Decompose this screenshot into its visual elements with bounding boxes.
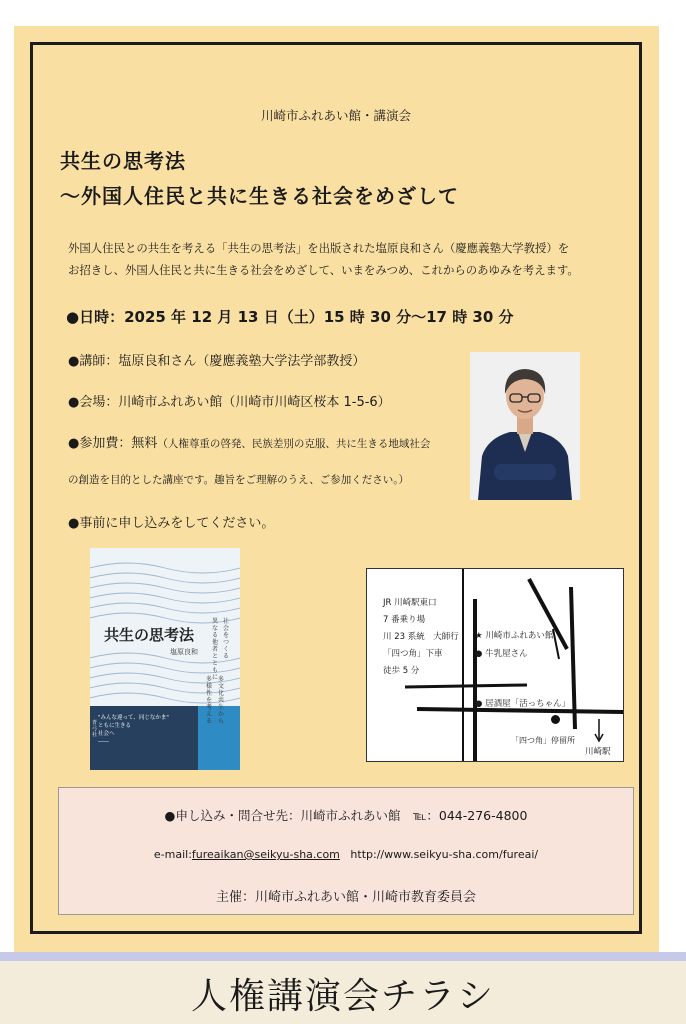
fee-note: （人権尊重の啓発、民族差別の克服、共に生きる地域社会 (157, 438, 431, 450)
event-date: ●日時：2025 年 12 月 13 日（土）15 時 30 分～17 時 30 分 (66, 308, 514, 326)
sponsor-line: 主催：川崎市ふれあい館・川崎市教育委員会 (215, 890, 476, 905)
book-blurb-line: 社会へ (98, 731, 115, 737)
contact-web (59, 848, 633, 861)
lecturer-info: ●講師：塩原良和さん（慶應義塾大学法学部教授） (68, 354, 366, 369)
book-blurb-line: "みんな違って、同じなかま" (98, 715, 169, 721)
intro-text (68, 237, 579, 281)
contact-box (58, 787, 634, 915)
map-station-label: 川崎駅 (585, 747, 611, 757)
fee-label: ●参加費：無料 (68, 436, 158, 451)
map-landmark-venue: ★ 川崎市ふれあい館 (475, 631, 554, 641)
book-side-text: 社会をつくる (223, 618, 230, 660)
email-link[interactable]: fureaikan@seikyu-sha.com (191, 848, 340, 861)
page-caption: 人権講演会チラシ (190, 976, 495, 1017)
book-side-text: 異なる他者とともに (212, 618, 219, 681)
book-lower-text: 多文化共生から (218, 676, 225, 725)
access-map (366, 568, 624, 762)
map-directions (383, 595, 459, 680)
contact-inquiry: ●申し込み・問合せ先：川崎市ふれあい館 ℡：044-276-4800 (164, 808, 528, 823)
book-blurb-line: ―― (98, 739, 109, 745)
bus-stop-marker (551, 715, 560, 724)
map-direction-line: 川 23 系統 大師行 (383, 632, 459, 642)
event-title: 共生の思考法 (60, 149, 186, 173)
book-cover (90, 548, 240, 770)
map-landmark-milk-shop: ● 牛乳屋さん (475, 649, 528, 659)
lecturer-portrait-illustration (470, 352, 580, 500)
book-title: 共生の思考法 (104, 626, 195, 644)
map-direction-line: 徒歩 5 分 (383, 666, 420, 676)
organizer-line: 川崎市ふれあい館・講演会 (260, 108, 411, 123)
book-blurb (98, 714, 169, 746)
lecturer-photo (470, 352, 580, 500)
event-subtitle: ～外国人住民と共に生きる社会をめざして (60, 184, 459, 208)
book-publisher: 青弓社 (92, 720, 98, 738)
map-bus-stop-label: 「四つ角」停留所 (511, 736, 575, 745)
venue-info: ●会場：川崎市ふれあい館（川崎市川崎区桜本 1-5-6） (68, 395, 391, 410)
book-lower-text: 多様性を考える (206, 676, 213, 725)
map-landmark-izakaya: ● 居酒屋「活っちゃん」 (475, 699, 571, 709)
registration-note: ●事前に申し込みをしてください。 (68, 516, 275, 531)
book-author: 塩原良和 (170, 648, 198, 656)
book-blurb-line: ともに生きる (98, 723, 132, 729)
intro-line: 外国人住民との共生を考える「共生の思考法」を出版された塩原良和さん（慶應義塾大学教授）を (68, 241, 570, 255)
fee-note-continued: の創造を目的とした講座です。趣旨をご理解のうえ、ご参加ください。） (68, 474, 410, 486)
caption-bar (0, 952, 686, 1024)
map-direction-line: 「四つ角」下車 (383, 649, 443, 659)
fee-info (68, 432, 430, 451)
intro-line: お招きし、外国人住民と共に生きる社会をめざして、いまをみつめ、これからのあゆみを考えます。 (68, 263, 579, 277)
website-link[interactable]: http://www.seikyu-sha.com/fureai/ (350, 848, 539, 861)
map-direction-line: 7 番乗り場 (383, 615, 426, 625)
caption-divider (0, 952, 686, 961)
map-direction-line: JR 川崎駅東口 (383, 598, 437, 608)
email-label: e-mail: (153, 848, 192, 861)
